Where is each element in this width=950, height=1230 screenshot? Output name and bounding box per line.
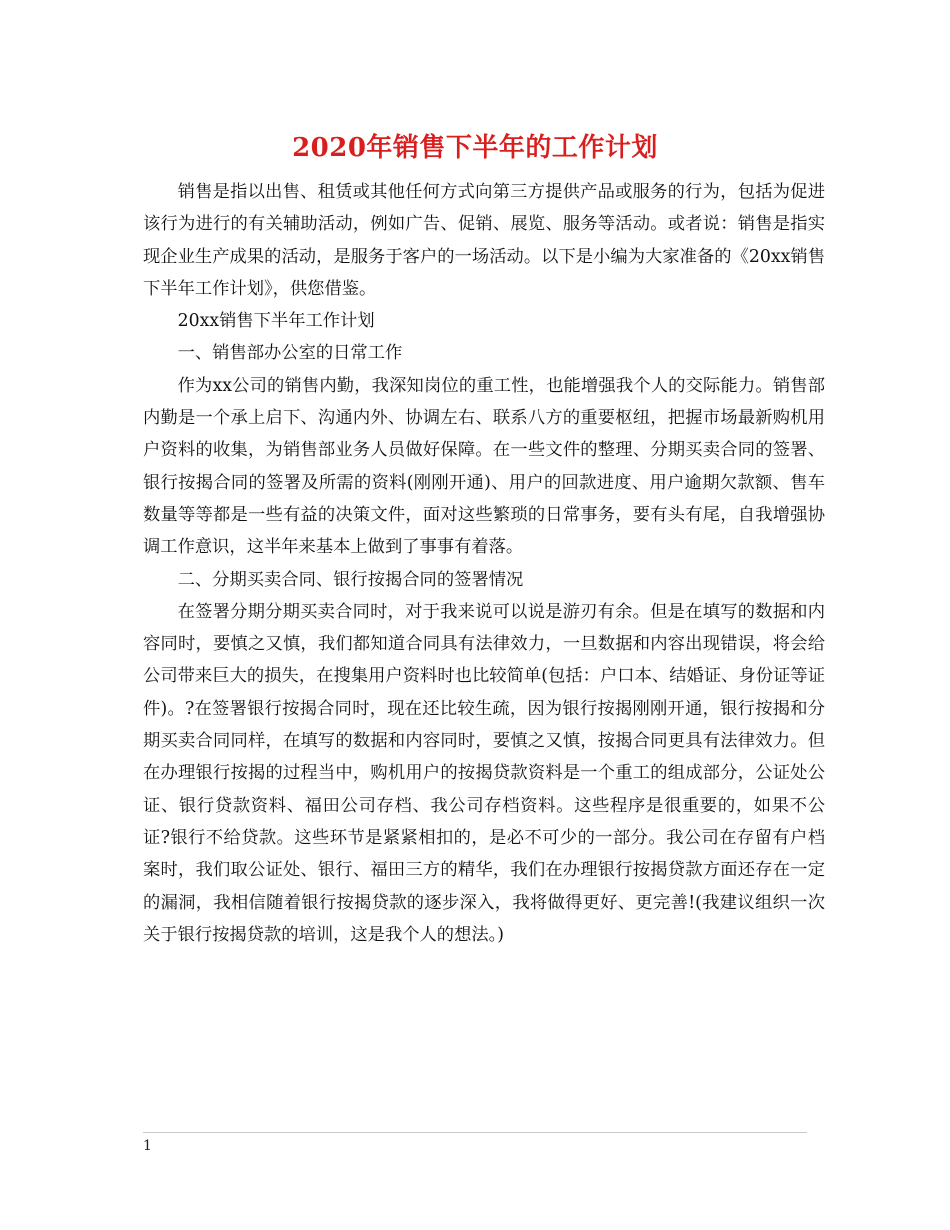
section-heading-office-work: 一、销售部办公室的日常工作	[177, 343, 403, 364]
paragraph-plan-heading: 20xx销售下半年工作计划	[177, 311, 375, 332]
footer-divider	[143, 1132, 807, 1133]
section-heading-contracts: 二、分期买卖合同、银行按揭合同的签署情况	[177, 569, 524, 590]
page-number: 1	[143, 1138, 152, 1154]
paragraph-office-work: 作为xx公司的销售内勤，我深知岗位的重工性，也能增强我个人的交际能力。销售部内勤是一个承上启下、沟通内外、协调左右、联系八方的重要枢纽，把握市场最新购机用户资料的收集，为销售部业务人员做好保障。在一些文件的整理、分期买卖合同的签署、银行按揭合同的签署及所需的资料(刚刚开通)、用户的回款进度、用户逾期欠款额、售车数量等等都是一些有益的决策文件，面对这些繁琐的日常事务，要有头有尾，自我增强协调工作意识，这半年来基本上做到了事事有着落。	[143, 375, 825, 558]
document-body	[143, 176, 825, 951]
paragraph-intro: 销售是指以出售、租赁或其他任何方式向第三方提供产品或服务的行为，包括为促进该行为进行的有关辅助活动，例如广告、促销、展览、服务等活动。或者说：销售是指实现企业生产成果的活动，是服务于客户的一场活动。以下是小编为大家准备的《20xx销售下半年工作计划》，供您借鉴。	[143, 182, 825, 299]
document-title: 2020年销售下半年的工作计划	[292, 133, 658, 163]
paragraph-contracts: 在签署分期分期买卖合同时，对于我来说可以说是游刃有余。但是在填写的数据和内容同时，要慎之又慎，我们都知道合同具有法律效力，一旦数据和内容出现错误，将会给公司带来巨大的损失，在搜集用户资料时也比较简单(包括：户口本、结婚证、身份证等证件)。?在签署银行按揭合同时，现在还比较生疏，因为银行按揭刚刚开通，银行按揭和分期买卖合同同样，在填写的数据和内容同时，要慎之又慎，按揭合同更具有法律效力。但在办理银行按揭的过程当中，购机用户的按揭贷款资料是一个重工的组成部分，公证处公证、银行贷款资料、福田公司存档、我公司存档资料。这些程序是很重要的，如果不公证?银行不给贷款。这些环节是紧紧相扣的，是必不可少的一部分。我公司在存留有户档案时，我们取公证处、银行、福田三方的精华，我们在办理银行按揭贷款方面还存在一定的漏洞，我相信随着银行按揭贷款的逐步深入，我将做得更好、更完善!(我建议组织一次关于银行按揭贷款的培训，这是我个人的想法。)	[143, 601, 825, 945]
